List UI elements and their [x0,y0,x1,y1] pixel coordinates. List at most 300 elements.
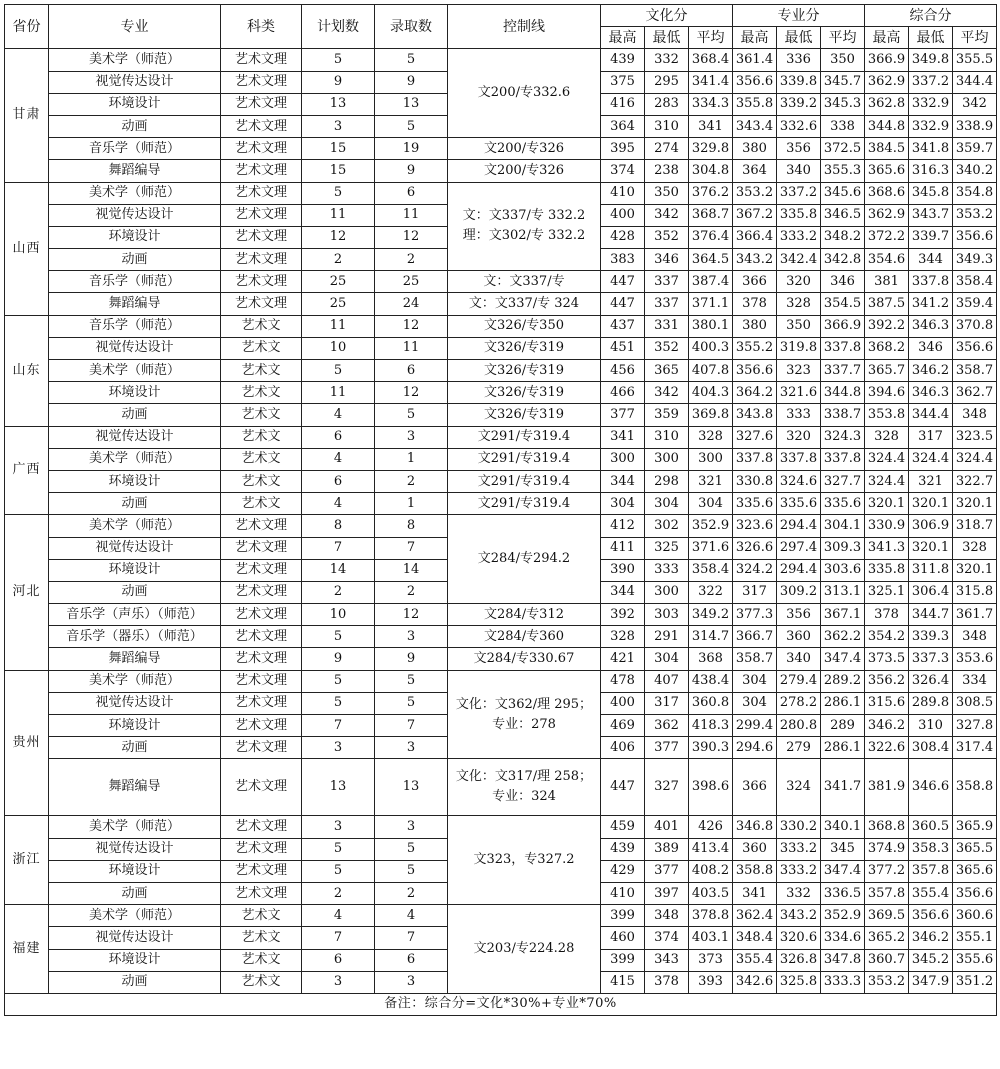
category-cell: 艺术文理 [221,160,302,182]
plan-count-cell: 5 [302,626,375,648]
composite-min-cell: 317 [909,426,953,448]
composite-min-cell: 344 [909,249,953,271]
composite-max-cell: 366.9 [865,49,909,71]
admitted-count-cell: 6 [375,949,448,971]
professional-min-cell: 337.2 [777,182,821,204]
composite-min-cell: 346.6 [909,759,953,816]
culture-max-cell: 328 [601,626,645,648]
composite-avg-cell: 328 [953,537,997,559]
table-row [5,360,997,382]
plan-count-cell: 11 [302,382,375,404]
admitted-count-cell: 11 [375,204,448,226]
admitted-count-cell: 3 [375,816,448,838]
professional-max-cell: 294.6 [733,737,777,759]
composite-avg-cell: 362.7 [953,382,997,404]
culture-avg-cell: 390.3 [689,737,733,759]
category-cell: 艺术文 [221,360,302,382]
composite-avg-cell: 349.3 [953,249,997,271]
professional-min-cell: 340 [777,160,821,182]
culture-max-cell: 428 [601,226,645,248]
admitted-count-cell: 5 [375,404,448,426]
composite-min-cell: 344.4 [909,404,953,426]
composite-min-cell: 308.4 [909,737,953,759]
professional-min-cell: 278.2 [777,692,821,714]
category-cell: 艺术文理 [221,737,302,759]
culture-min-cell: 350 [645,182,689,204]
admitted-count-cell: 11 [375,337,448,359]
composite-avg-cell: 365.6 [953,860,997,882]
professional-avg-cell: 304.1 [821,515,865,537]
major-cell: 视觉传达设计 [49,337,221,359]
professional-max-cell: 317 [733,581,777,603]
composite-avg-cell: 365.9 [953,816,997,838]
culture-avg-cell: 329.8 [689,138,733,160]
header-professional-score: 专业分 [733,5,865,27]
professional-min-cell: 350 [777,315,821,337]
composite-avg-cell: 320.1 [953,559,997,581]
major-cell: 视觉传达设计 [49,692,221,714]
culture-min-cell: 337 [645,293,689,315]
composite-avg-cell: 348 [953,404,997,426]
category-cell: 艺术文 [221,426,302,448]
professional-avg-cell: 334.6 [821,927,865,949]
composite-avg-cell: 354.8 [953,182,997,204]
admitted-count-cell: 5 [375,838,448,860]
composite-avg-cell: 358.4 [953,271,997,293]
composite-max-cell: 360.7 [865,949,909,971]
control-line-cell: 文284/专330.67 [448,648,601,670]
composite-avg-cell: 320.1 [953,493,997,515]
composite-min-cell: 343.7 [909,204,953,226]
professional-max-cell: 366.4 [733,226,777,248]
composite-avg-cell: 348 [953,626,997,648]
culture-max-cell: 400 [601,692,645,714]
culture-max-cell: 416 [601,93,645,115]
culture-max-cell: 341 [601,426,645,448]
culture-min-cell: 346 [645,249,689,271]
culture-min-cell: 331 [645,315,689,337]
admitted-count-cell: 25 [375,271,448,293]
culture-min-cell: 352 [645,226,689,248]
table-row [5,816,997,838]
plan-count-cell: 25 [302,293,375,315]
admitted-count-cell: 19 [375,138,448,160]
category-cell: 艺术文理 [221,838,302,860]
professional-max-cell: 346.8 [733,816,777,838]
composite-max-cell: 384.5 [865,138,909,160]
control-line-cell: 文291/专319.4 [448,448,601,470]
composite-min-cell: 357.8 [909,860,953,882]
professional-avg-cell: 347.4 [821,648,865,670]
admitted-count-cell: 7 [375,715,448,737]
composite-min-cell: 324.4 [909,448,953,470]
composite-min-cell: 345.2 [909,949,953,971]
category-cell: 艺术文理 [221,882,302,904]
plan-count-cell: 4 [302,448,375,470]
professional-avg-cell: 286.1 [821,692,865,714]
composite-avg-cell: 356.6 [953,226,997,248]
composite-avg-cell: 359.4 [953,293,997,315]
major-cell: 动画 [49,404,221,426]
professional-max-cell: 356.6 [733,360,777,382]
major-cell: 音乐学（师范） [49,315,221,337]
culture-min-cell: 303 [645,604,689,626]
category-cell: 艺术文理 [221,115,302,137]
header-control-line: 控制线 [448,5,601,49]
professional-max-cell: 330.8 [733,470,777,492]
plan-count-cell: 2 [302,581,375,603]
admitted-count-cell: 7 [375,537,448,559]
culture-max-cell: 392 [601,604,645,626]
culture-min-cell: 377 [645,860,689,882]
control-line-cell: 文326/专350 [448,315,601,337]
culture-avg-cell: 413.4 [689,838,733,860]
culture-min-cell: 291 [645,626,689,648]
culture-max-cell: 375 [601,71,645,93]
admitted-count-cell: 2 [375,882,448,904]
major-cell: 视觉传达设计 [49,927,221,949]
professional-min-cell: 335.8 [777,204,821,226]
professional-avg-cell: 289.2 [821,670,865,692]
admitted-count-cell: 7 [375,927,448,949]
culture-min-cell: 333 [645,559,689,581]
culture-min-cell: 342 [645,204,689,226]
category-cell: 艺术文 [221,470,302,492]
plan-count-cell: 4 [302,404,375,426]
composite-min-cell: 360.5 [909,816,953,838]
plan-count-cell: 7 [302,537,375,559]
major-cell: 环境设计 [49,949,221,971]
professional-max-cell: 362.4 [733,905,777,927]
table-row [5,670,997,692]
culture-min-cell: 295 [645,71,689,93]
culture-max-cell: 374 [601,160,645,182]
plan-count-cell: 6 [302,426,375,448]
composite-min-cell: 344.7 [909,604,953,626]
table-row [5,493,997,515]
plan-count-cell: 3 [302,737,375,759]
admitted-count-cell: 3 [375,737,448,759]
professional-min-cell: 323 [777,360,821,382]
professional-max-cell: 324.2 [733,559,777,581]
category-cell: 艺术文理 [221,249,302,271]
professional-max-cell: 304 [733,692,777,714]
culture-min-cell: 407 [645,670,689,692]
culture-max-cell: 439 [601,838,645,860]
admitted-count-cell: 9 [375,160,448,182]
major-cell: 环境设计 [49,715,221,737]
table-row [5,515,997,537]
professional-avg-cell: 345.7 [821,71,865,93]
composite-max-cell: 354.6 [865,249,909,271]
culture-max-cell: 429 [601,860,645,882]
culture-avg-cell: 304.8 [689,160,733,182]
culture-max-cell: 447 [601,293,645,315]
composite-avg-cell: 338.9 [953,115,997,137]
category-cell: 艺术文 [221,905,302,927]
major-cell: 环境设计 [49,559,221,581]
admitted-count-cell: 24 [375,293,448,315]
culture-avg-cell: 321 [689,470,733,492]
category-cell: 艺术文理 [221,71,302,93]
professional-avg-cell: 337.7 [821,360,865,382]
composite-avg-cell: 315.8 [953,581,997,603]
culture-max-cell: 459 [601,816,645,838]
category-cell: 艺术文理 [221,670,302,692]
composite-max-cell: 373.5 [865,648,909,670]
control-line-cell: 文284/专294.2 [448,515,601,604]
table-row [5,448,997,470]
culture-max-cell: 466 [601,382,645,404]
composite-min-cell: 347.9 [909,971,953,993]
control-line-cell: 文化：文362/理 295； 专业：278 [448,670,601,759]
professional-avg-cell: 313.1 [821,581,865,603]
composite-min-cell: 341.8 [909,138,953,160]
composite-min-cell: 306.4 [909,581,953,603]
professional-max-cell: 343.4 [733,115,777,137]
professional-max-cell: 367.2 [733,204,777,226]
major-cell: 舞蹈编导 [49,759,221,816]
culture-max-cell: 456 [601,360,645,382]
composite-min-cell: 332.9 [909,93,953,115]
category-cell: 艺术文理 [221,93,302,115]
culture-avg-cell: 300 [689,448,733,470]
composite-min-cell: 346.3 [909,315,953,337]
culture-max-cell: 460 [601,927,645,949]
professional-avg-cell: 337.8 [821,337,865,359]
admitted-count-cell: 2 [375,581,448,603]
professional-max-cell: 341 [733,882,777,904]
professional-avg-cell: 344.8 [821,382,865,404]
culture-max-cell: 399 [601,949,645,971]
professional-avg-cell: 333.3 [821,971,865,993]
admitted-count-cell: 6 [375,360,448,382]
professional-max-cell: 366 [733,271,777,293]
culture-min-cell: 327 [645,759,689,816]
culture-avg-cell: 400.3 [689,337,733,359]
culture-max-cell: 469 [601,715,645,737]
culture-avg-cell: 369.8 [689,404,733,426]
composite-max-cell: 381 [865,271,909,293]
major-cell: 舞蹈编导 [49,648,221,670]
culture-min-cell: 298 [645,470,689,492]
composite-min-cell: 311.8 [909,559,953,581]
professional-avg-cell: 303.6 [821,559,865,581]
composite-max-cell: 365.7 [865,360,909,382]
admitted-count-cell: 4 [375,905,448,927]
culture-avg-cell: 334.3 [689,93,733,115]
culture-avg-cell: 368.7 [689,204,733,226]
culture-max-cell: 451 [601,337,645,359]
plan-count-cell: 10 [302,337,375,359]
category-cell: 艺术文理 [221,816,302,838]
composite-avg-cell: 355.6 [953,949,997,971]
professional-min-cell: 333.2 [777,226,821,248]
composite-avg-cell: 355.1 [953,927,997,949]
culture-avg-cell: 393 [689,971,733,993]
plan-count-cell: 11 [302,204,375,226]
composite-min-cell: 346.2 [909,927,953,949]
culture-min-cell: 352 [645,337,689,359]
header-composite-score: 综合分 [865,5,997,27]
plan-count-cell: 3 [302,816,375,838]
culture-avg-cell: 368 [689,648,733,670]
culture-max-cell: 364 [601,115,645,137]
major-cell: 环境设计 [49,382,221,404]
plan-count-cell: 14 [302,559,375,581]
culture-avg-cell: 438.4 [689,670,733,692]
culture-min-cell: 377 [645,737,689,759]
composite-avg-cell: 351.2 [953,971,997,993]
province-cell: 河北 [5,515,49,670]
professional-avg-cell: 347.8 [821,949,865,971]
composite-max-cell: 378 [865,604,909,626]
professional-avg-cell: 342.8 [821,249,865,271]
header-composite-avg: 平均 [953,27,997,49]
header-admitted: 录取数 [375,5,448,49]
professional-min-cell: 336 [777,49,821,71]
composite-avg-cell: 358.8 [953,759,997,816]
admitted-count-cell: 3 [375,971,448,993]
composite-max-cell: 322.6 [865,737,909,759]
culture-max-cell: 400 [601,204,645,226]
professional-avg-cell: 289 [821,715,865,737]
culture-avg-cell: 341 [689,115,733,137]
professional-avg-cell: 336.5 [821,882,865,904]
admitted-count-cell: 13 [375,93,448,115]
professional-max-cell: 348.4 [733,927,777,949]
header-culture-score: 文化分 [601,5,733,27]
composite-avg-cell: 327.8 [953,715,997,737]
admitted-count-cell: 2 [375,249,448,271]
plan-count-cell: 13 [302,759,375,816]
composite-min-cell: 320.1 [909,537,953,559]
culture-avg-cell: 322 [689,581,733,603]
professional-min-cell: 328 [777,293,821,315]
professional-max-cell: 335.6 [733,493,777,515]
header-province: 省份 [5,5,49,49]
professional-avg-cell: 352.9 [821,905,865,927]
professional-max-cell: 327.6 [733,426,777,448]
control-line-cell: 文326/专319 [448,360,601,382]
composite-max-cell: 369.5 [865,905,909,927]
composite-avg-cell: 323.5 [953,426,997,448]
plan-count-cell: 5 [302,182,375,204]
header-culture-min: 最低 [645,27,689,49]
plan-count-cell: 11 [302,315,375,337]
composite-avg-cell: 340.2 [953,160,997,182]
culture-max-cell: 344 [601,470,645,492]
control-line-cell: 文200/专326 [448,160,601,182]
header-professional-max: 最高 [733,27,777,49]
professional-avg-cell: 350 [821,49,865,71]
header-category: 科类 [221,5,302,49]
professional-min-cell: 325.8 [777,971,821,993]
category-cell: 艺术文 [221,382,302,404]
header-culture-max: 最高 [601,27,645,49]
composite-min-cell: 306.9 [909,515,953,537]
control-line-cell: 文291/专319.4 [448,426,601,448]
composite-max-cell: 374.9 [865,838,909,860]
culture-min-cell: 359 [645,404,689,426]
professional-min-cell: 332 [777,882,821,904]
culture-min-cell: 332 [645,49,689,71]
composite-max-cell: 394.6 [865,382,909,404]
control-line-cell: 文323，专327.2 [448,816,601,905]
composite-avg-cell: 353.6 [953,648,997,670]
header-major: 专业 [49,5,221,49]
admitted-count-cell: 8 [375,515,448,537]
control-line-cell: 文326/专319 [448,382,601,404]
control-line-cell: 文200/专332.6 [448,49,601,138]
major-cell: 美术学（师范） [49,360,221,382]
composite-min-cell: 326.4 [909,670,953,692]
culture-min-cell: 342 [645,382,689,404]
category-cell: 艺术文理 [221,604,302,626]
composite-avg-cell: 359.7 [953,138,997,160]
composite-max-cell: 344.8 [865,115,909,137]
plan-count-cell: 5 [302,49,375,71]
control-line-cell: 文200/专326 [448,138,601,160]
major-cell: 视觉传达设计 [49,71,221,93]
culture-avg-cell: 403.1 [689,927,733,949]
table-row [5,337,997,359]
composite-max-cell: 330.9 [865,515,909,537]
professional-max-cell: 364.2 [733,382,777,404]
province-cell: 广西 [5,426,49,515]
control-line-cell: 文291/专319.4 [448,493,601,515]
professional-min-cell: 326.8 [777,949,821,971]
composite-avg-cell: 365.5 [953,838,997,860]
professional-avg-cell: 286.1 [821,737,865,759]
composite-max-cell: 365.2 [865,927,909,949]
culture-avg-cell: 358.4 [689,559,733,581]
composite-max-cell: 328 [865,426,909,448]
province-cell: 浙江 [5,816,49,905]
professional-avg-cell: 346.5 [821,204,865,226]
composite-min-cell: 339.3 [909,626,953,648]
province-cell: 山西 [5,182,49,315]
major-cell: 动画 [49,971,221,993]
composite-min-cell: 337.2 [909,71,953,93]
table-row [5,271,997,293]
major-cell: 音乐学（师范） [49,138,221,160]
culture-min-cell: 397 [645,882,689,904]
category-cell: 艺术文理 [221,49,302,71]
admitted-count-cell: 9 [375,71,448,93]
major-cell: 环境设计 [49,860,221,882]
composite-max-cell: 372.2 [865,226,909,248]
professional-max-cell: 304 [733,670,777,692]
professional-min-cell: 333.2 [777,838,821,860]
culture-min-cell: 362 [645,715,689,737]
admitted-count-cell: 5 [375,860,448,882]
professional-min-cell: 319.8 [777,337,821,359]
professional-avg-cell: 367.1 [821,604,865,626]
table-body [5,49,997,994]
category-cell: 艺术文理 [221,204,302,226]
culture-min-cell: 283 [645,93,689,115]
culture-min-cell: 325 [645,537,689,559]
professional-avg-cell: 354.5 [821,293,865,315]
culture-avg-cell: 426 [689,816,733,838]
category-cell: 艺术文 [221,448,302,470]
composite-avg-cell: 370.8 [953,315,997,337]
composite-max-cell: 377.2 [865,860,909,882]
professional-max-cell: 299.4 [733,715,777,737]
composite-max-cell: 362.9 [865,204,909,226]
professional-max-cell: 358.8 [733,860,777,882]
